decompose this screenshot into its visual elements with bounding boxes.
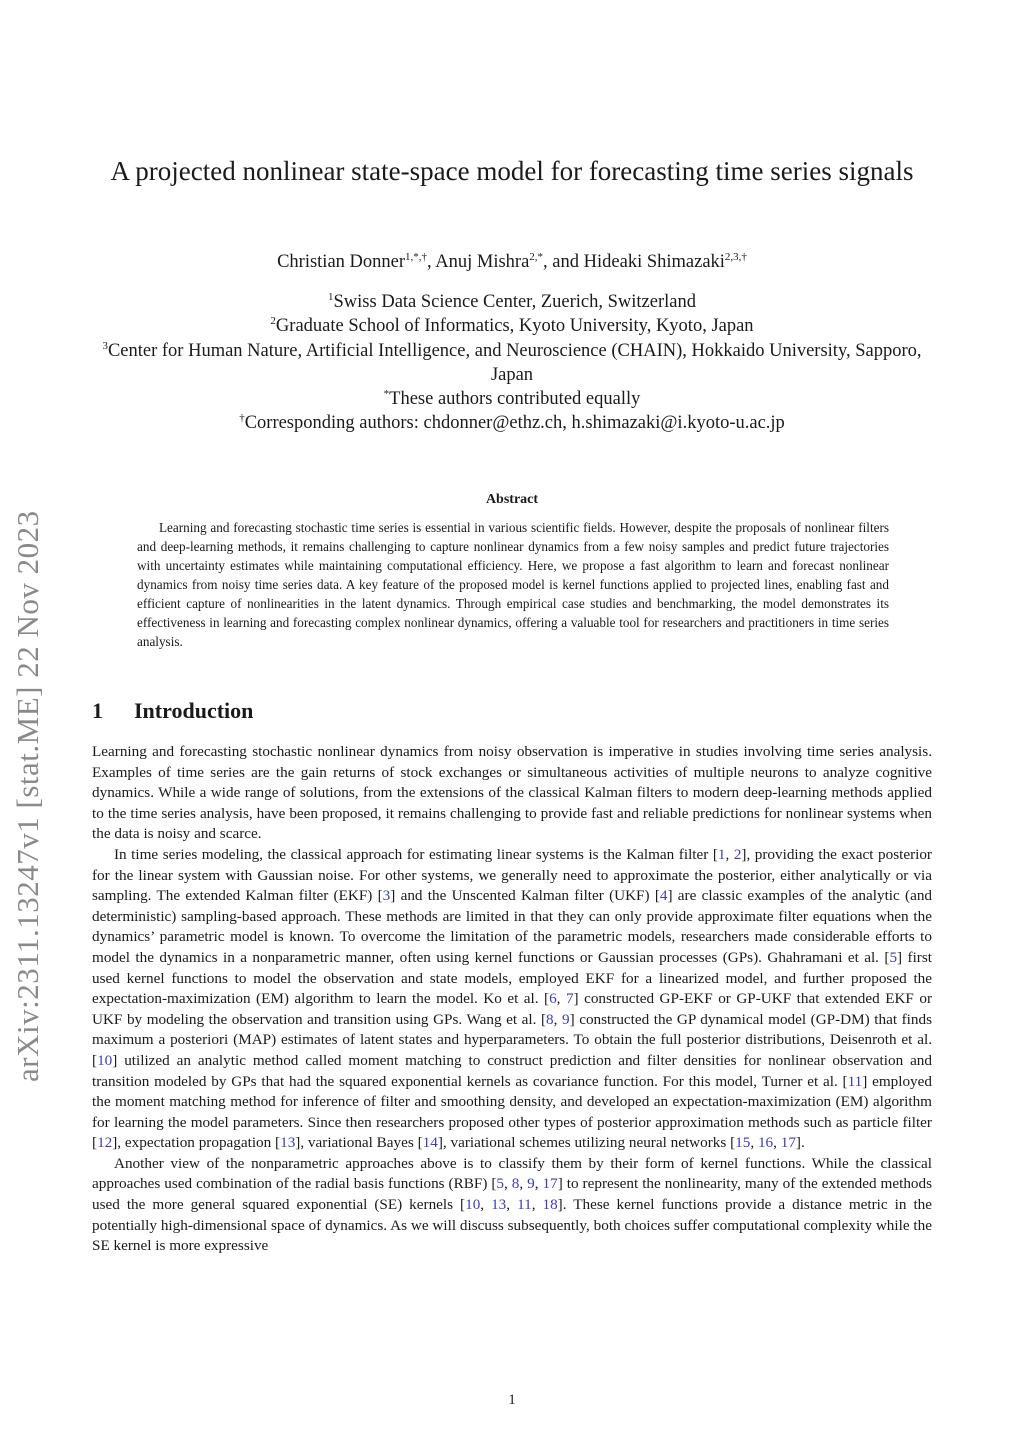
affiliation-item — [92, 339, 932, 388]
affiliation-list — [92, 290, 932, 436]
author-name: Anuj Mishra — [435, 252, 530, 272]
paragraph-text: ] utilized an analytic method called moment matching to construct prediction and filter densities for nonlinear observation and transition modeled by GPs that had the squared exponential kernels as covariance function. For this model, Turner et al. [ — [92, 1051, 932, 1090]
author-separator: , and — [543, 252, 584, 272]
author-affiliation-mark: 2,3,† — [724, 250, 747, 263]
citation-link[interactable]: 15 — [735, 1134, 751, 1152]
paragraph-text: ] constructed the GP dynamical model (GP-DM) that finds maximum a posteriori (MAP) estimates of latent states and hyperparameters. To obtain the full posterior distributions, Deisenroth et al. [ — [92, 1010, 932, 1069]
citation-link[interactable]: 10 — [97, 1051, 113, 1069]
paragraph-text: ], variational schemes utilizing neural networks [ — [437, 1134, 736, 1152]
paragraph-text: In time series modeling, the classical approach for estimating linear systems is the Kalman filter [ — [114, 845, 718, 863]
body-text — [92, 742, 932, 1257]
citation-link[interactable]: 1 — [717, 845, 726, 863]
affiliation-mark: 3 — [102, 339, 108, 352]
author-list — [92, 250, 932, 274]
citation-link[interactable]: 5 — [496, 1175, 505, 1193]
citation-link[interactable]: 5 — [889, 948, 898, 966]
paragraph-text: Another view of the nonparametric approaches above is to classify them by their form of kernel functions. While the classical approaches used combination of the radial basis functions (RBF) [ — [92, 1154, 932, 1193]
affiliation-text: These authors contributed equally — [389, 389, 641, 410]
author-name: Hideaki Shimazaki — [583, 252, 725, 272]
paragraph-text: ]. These kernel functions provide a distance metric in the potentially high-dimensional space of dynamics. As we will discuss subsequently, both choices suffer computational complexity while the SE kernel is more expressive — [92, 1196, 933, 1255]
paragraph — [92, 1154, 932, 1257]
citation-link[interactable]: 18 — [542, 1196, 558, 1214]
citation-link[interactable]: 6 — [549, 990, 557, 1008]
citation-link[interactable]: 9 — [527, 1175, 535, 1193]
paragraph-text: ] are classic examples of the analytic (and deterministic) sampling-based approach. These methods are limited in that they can only provide approximate filter equations when the dynamics’ parametric model is known. To overcome the limitation of the parametric models, researchers made considerable efforts to model the dynamics in a nonparametric manner, often using kernel functions or Gaussian processes (GPs). Ghahramani et al. [ — [92, 887, 933, 966]
section-number: 1 — [92, 698, 103, 723]
paragraph-text: , — [773, 1134, 781, 1152]
affiliation-mark: * — [383, 388, 390, 401]
paragraph-text: ] to represent the nonlinearity, many of the extended methods used the more general squared exponential (SE) kernels [ — [92, 1175, 933, 1214]
affiliation-item — [92, 290, 932, 314]
paragraph-text: , — [725, 845, 734, 863]
paragraph-text: ], variational Bayes [ — [295, 1134, 423, 1152]
citation-link[interactable]: 16 — [757, 1134, 774, 1152]
author-separator: , — [427, 252, 436, 272]
paragraph-text: , — [506, 1196, 518, 1214]
citation-link[interactable]: 9 — [561, 1010, 570, 1028]
affiliation-item — [92, 411, 932, 435]
citation-link[interactable]: 13 — [491, 1196, 507, 1214]
affiliation-mark: † — [239, 412, 245, 425]
citation-link[interactable]: 3 — [382, 887, 391, 905]
paragraph-text: , — [553, 1010, 562, 1028]
paragraph-text: ] and the Unscented Kalman filter (UKF) [ — [390, 887, 660, 905]
citation-link[interactable]: 11 — [517, 1196, 532, 1214]
paragraph-text: ], expectation propagation [ — [112, 1134, 281, 1152]
affiliation-item — [92, 387, 932, 411]
paragraph-text: , — [504, 1175, 512, 1193]
affiliation-mark: 2 — [270, 315, 276, 328]
paragraph-text: , — [750, 1134, 758, 1152]
affiliation-item — [92, 314, 932, 338]
citation-link[interactable]: 12 — [97, 1134, 113, 1152]
page-number: 1 — [508, 1392, 516, 1408]
paragraph-text: , — [531, 1196, 543, 1214]
abstract-heading: Abstract — [485, 492, 539, 507]
citation-link[interactable]: 13 — [280, 1134, 296, 1152]
paragraph-text: ] constructed GP-EKF or GP-UKF that extended EKF or UKF by modeling the observation and transition using GPs. Wang et al. [ — [92, 990, 933, 1028]
paragraph-text: ], providing the exact posterior for the linear system with Gaussian noise. For other systems, we generally need to approximate the posterior, either analytically or via sampling. The extended Kalman filter (EKF) [ — [92, 845, 932, 905]
paragraph — [92, 845, 932, 1154]
paper-title: A projected nonlinear state-space model for forecasting time series signals — [110, 156, 914, 186]
paragraph-text: , — [534, 1175, 543, 1193]
affiliation-text: Center for Human Nature, Artificial Intelligence, and Neuroscience (CHAIN), Hokkaido University, Sapporo, Japan — [107, 340, 922, 385]
citation-link[interactable]: 10 — [465, 1196, 481, 1214]
section-title: Introduction — [134, 698, 254, 723]
paragraph-text: ] employed the moment matching method for inference of filter and smoothing density, and developed an expectation-maximization (EM) algorithm for learning the model parameters. Since then researchers proposed other types of posterior approximation methods such as particle filter [ — [92, 1072, 932, 1152]
citation-link[interactable]: 17 — [780, 1134, 796, 1152]
affiliation-text: Graduate School of Informatics, Kyoto University, Kyoto, Japan — [275, 316, 754, 337]
section-heading — [92, 698, 253, 724]
author-name: Christian Donner — [277, 252, 406, 272]
citation-link[interactable]: 17 — [542, 1175, 558, 1193]
citation-link[interactable]: 8 — [546, 1010, 554, 1028]
author-affiliation-mark: 2,* — [529, 250, 544, 263]
affiliation-text: Swiss Data Science Center, Zuerich, Switzerland — [333, 292, 696, 312]
paragraph-text: ]. — [795, 1134, 805, 1152]
paragraph-text: , — [556, 990, 566, 1008]
citation-link[interactable]: 7 — [565, 990, 574, 1008]
affiliation-text: Corresponding authors: chdonner@ethz.ch, h.shimazaki@i.kyoto-u.ac.jp — [244, 413, 785, 434]
paragraph-text: , — [480, 1196, 492, 1214]
paragraph-text: ] first used kernel functions to model the observation and state models, employed EKF for a linearized model, and further proposed the expectation-maximization (EM) algorithm to learn the model. Ko et al. [ — [92, 948, 932, 1008]
abstract-text: Learning and forecasting stochastic time series is essential in various scientific fields. However, despite the proposals of nonlinear filters and deep-learning methods, it remains challenging to capture nonlinear dynamics from a few noisy samples and predict future trajectories with uncertainty estimates while maintaining computational efficiency. Here, we propose a fast algorithm to learn and forecast nonlinear dynamics from noisy time series data. A key feature of the proposed model is kernel functions applied to projected lines, enabling fast and efficient capture of nonlinearities in the latent dynamics. Through empirical case studies and benchmarking, the model demonstrates its effectiveness in learning and forecasting complex nonlinear dynamics, offering a valuable tool for researchers and practitioners in time series analysis. — [137, 520, 889, 649]
paragraph: Learning and forecasting stochastic nonlinear dynamics from noisy observation is imperative in studies involving time series analysis. Examples of time series are the gain returns of stock exchanges or simultaneous activities of multiple neurons to analyze cognitive dynamics. While a wide range of solutions, from the extensions of the classical Kalman filters to modern deep-learning methods applied to the time series analysis, have been proposed, it remains challenging to provide fast and reliable predictions for nonlinear systems when the data is noisy and scarce. — [92, 743, 932, 843]
paragraph-text: , — [519, 1175, 528, 1193]
citation-link[interactable]: 4 — [659, 887, 668, 905]
arxiv-identifier: arXiv:2311.13247v1 [stat.ME] 22 Nov 2023 — [10, 510, 45, 1082]
citation-link[interactable]: 8 — [511, 1175, 520, 1193]
citation-link[interactable]: 11 — [847, 1072, 863, 1090]
citation-link[interactable]: 14 — [422, 1134, 438, 1152]
citation-link[interactable]: 2 — [733, 845, 742, 863]
author-affiliation-mark: 1,*,† — [405, 250, 428, 263]
affiliation-mark: 1 — [328, 290, 334, 303]
